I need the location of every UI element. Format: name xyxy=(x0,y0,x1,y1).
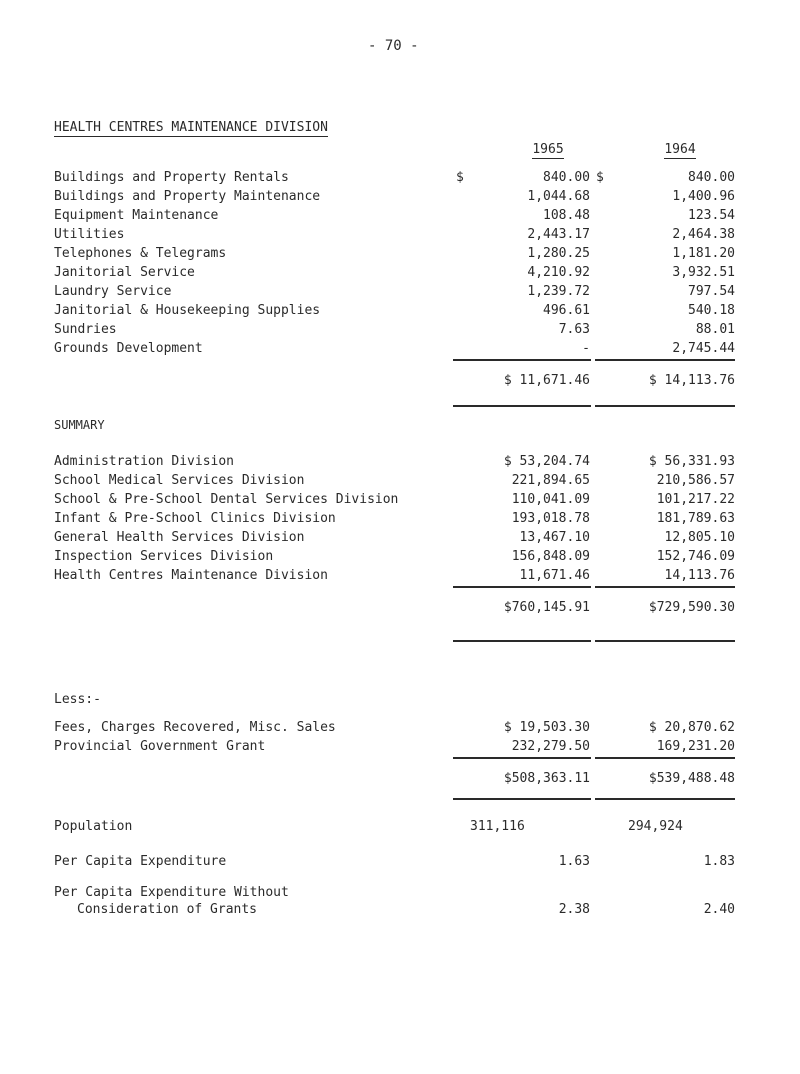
maintenance-row-1964: 2,464.38 xyxy=(672,227,735,242)
population-1965: 311,116 xyxy=(470,819,525,834)
maintenance-row-1965: 1,280.25 xyxy=(527,246,590,261)
summary-heading: SUMMARY xyxy=(54,418,105,432)
maintenance-row-label: Janitorial & Housekeeping Supplies xyxy=(54,303,321,318)
summary-row-1964: $ 56,331.93 xyxy=(648,454,735,469)
total-rule xyxy=(595,640,735,642)
per-capita-label: Per Capita Expenditure xyxy=(54,854,227,869)
maintenance-row-1964: 540.18 xyxy=(688,303,735,318)
maintenance-row-1965: 7.63 xyxy=(558,322,590,337)
maintenance-row-1964: 1,181.20 xyxy=(672,246,735,261)
summary-row-1965: 156,848.09 xyxy=(511,549,590,564)
maintenance-row-1964: 3,932.51 xyxy=(672,265,735,280)
summary-row-label: General Health Services Division xyxy=(54,530,305,545)
maintenance-row-label: Utilities xyxy=(54,227,125,242)
maintenance-row-label: Janitorial Service xyxy=(54,265,195,280)
summary-row-label: School Medical Services Division xyxy=(54,473,305,488)
subtotal-rule xyxy=(595,586,735,588)
maintenance-row-1964: 88.01 xyxy=(695,322,735,337)
total-rule xyxy=(595,405,735,407)
maintenance-row-1965: $ 840.00 xyxy=(456,170,590,185)
less-row-label: Provincial Government Grant xyxy=(54,739,266,754)
per-capita-without-label-2: Consideration of Grants xyxy=(77,902,258,917)
summary-row-1965: 13,467.10 xyxy=(519,530,590,545)
maintenance-row-1964: $ 840.00 xyxy=(596,170,735,185)
summary-row-1965: 11,671.46 xyxy=(519,568,590,583)
less-row-1964: 169,231.20 xyxy=(656,739,735,754)
maintenance-total-1965: $ 11,671.46 xyxy=(503,373,590,388)
maintenance-row-label: Buildings and Property Maintenance xyxy=(54,189,321,204)
subtotal-rule xyxy=(595,359,735,361)
summary-row-1965: $ 53,204.74 xyxy=(503,454,590,469)
summary-row-1964: 12,805.10 xyxy=(664,530,735,545)
subtotal-rule xyxy=(595,757,735,759)
maintenance-row-1964: 1,400.96 xyxy=(672,189,735,204)
maintenance-row-label: Laundry Service xyxy=(54,284,172,299)
subtotal-rule xyxy=(453,359,591,361)
maintenance-row-1965: 1,044.68 xyxy=(527,189,590,204)
summary-row-label: School & Pre-School Dental Services Division xyxy=(54,492,399,507)
maintenance-row-1965: 1,239.72 xyxy=(527,284,590,299)
division-title xyxy=(54,120,328,137)
maintenance-row-1965: 2,443.17 xyxy=(527,227,590,242)
per-capita-without-1964: 2.40 xyxy=(703,902,735,917)
maintenance-row-1965: 4,210.92 xyxy=(527,265,590,280)
summary-row-1964: 181,789.63 xyxy=(656,511,735,526)
maintenance-row-1964: 2,745.44 xyxy=(672,341,735,356)
maintenance-row-1965: - xyxy=(582,341,590,356)
total-rule xyxy=(453,640,591,642)
division-title-text: HEALTH CENTRES MAINTENANCE DIVISION xyxy=(54,120,328,135)
total-rule xyxy=(453,798,591,800)
per-capita-without-label-1: Per Capita Expenditure Without xyxy=(54,885,289,900)
less-heading: Less:- xyxy=(54,692,101,707)
maintenance-row-label: Grounds Development xyxy=(54,341,203,356)
subtotal-rule xyxy=(453,586,591,588)
summary-row-1964: 14,113.76 xyxy=(664,568,735,583)
maintenance-row-label: Telephones & Telegrams xyxy=(54,246,227,261)
per-capita-1965: 1.63 xyxy=(558,854,590,869)
summary-total-1965: $760,145.91 xyxy=(503,600,590,615)
maintenance-row-1965: 496.61 xyxy=(543,303,590,318)
maintenance-row-label: Buildings and Property Rentals xyxy=(54,170,289,185)
column-header-1965: 1965 xyxy=(532,142,564,157)
maintenance-row-1965: 108.48 xyxy=(543,208,590,223)
maintenance-row-1964: 123.54 xyxy=(688,208,735,223)
less-row-1965: $ 19,503.30 xyxy=(503,720,590,735)
summary-row-1965: 193,018.78 xyxy=(511,511,590,526)
subtotal-rule xyxy=(453,757,591,759)
summary-row-label: Administration Division xyxy=(54,454,235,469)
summary-row-1964: 152,746.09 xyxy=(656,549,735,564)
less-total-1964: $539,488.48 xyxy=(648,771,735,786)
summary-row-1964: 210,586.57 xyxy=(656,473,735,488)
page-number: - 70 - xyxy=(368,38,419,54)
less-row-1965: 232,279.50 xyxy=(511,739,590,754)
population-1964: 294,924 xyxy=(628,819,683,834)
summary-row-label: Infant & Pre-School Clinics Division xyxy=(54,511,336,526)
per-capita-without-1965: 2.38 xyxy=(558,902,590,917)
total-rule xyxy=(453,405,591,407)
summary-row-1964: 101,217.22 xyxy=(656,492,735,507)
less-row-1964: $ 20,870.62 xyxy=(648,720,735,735)
summary-total-1964: $729,590.30 xyxy=(648,600,735,615)
total-rule xyxy=(595,798,735,800)
column-header-1964: 1964 xyxy=(664,142,696,157)
summary-row-1965: 221,894.65 xyxy=(511,473,590,488)
less-total-1965: $508,363.11 xyxy=(503,771,590,786)
summary-row-1965: 110,041.09 xyxy=(511,492,590,507)
summary-row-label: Health Centres Maintenance Division xyxy=(54,568,328,583)
maintenance-row-label: Sundries xyxy=(54,322,117,337)
summary-row-label: Inspection Services Division xyxy=(54,549,274,564)
per-capita-1964: 1.83 xyxy=(703,854,735,869)
population-label: Population xyxy=(54,819,133,834)
maintenance-total-1964: $ 14,113.76 xyxy=(648,373,735,388)
less-row-label: Fees, Charges Recovered, Misc. Sales xyxy=(54,720,336,735)
maintenance-row-label: Equipment Maintenance xyxy=(54,208,219,223)
maintenance-row-1964: 797.54 xyxy=(688,284,735,299)
